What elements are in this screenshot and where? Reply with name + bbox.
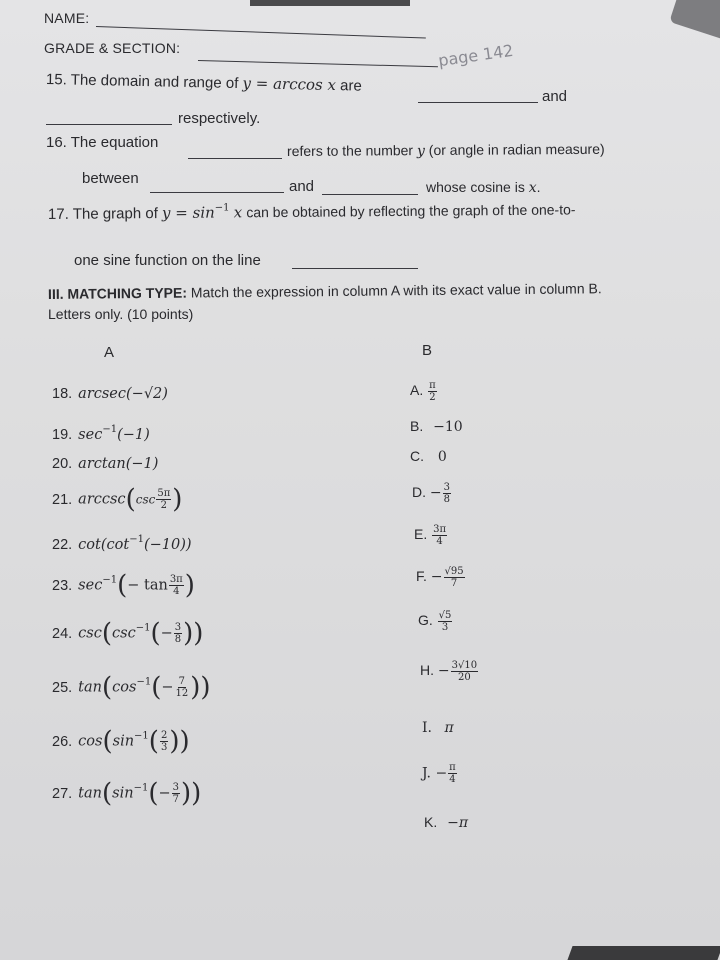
- item-27: 27. $\tan(\sin^{-1}(-$ $\frac{3}{7}$ )): [52, 778, 202, 809]
- item-21: 21. arccsc(csc $\frac{5\pi}{2}$ ): [52, 484, 183, 515]
- q15-respectively: respectively.: [178, 110, 261, 127]
- choice-i-value: π: [444, 720, 454, 736]
- item-27-num: 3: [172, 782, 179, 793]
- q17-expr-left: y = sin: [161, 203, 215, 223]
- item-19-arg: (−1): [117, 427, 150, 443]
- q17-text2: can be obtained by reflecting the graph of the one-to-: [246, 201, 576, 221]
- choice-e-letter: E.: [414, 526, 428, 543]
- item-26-inner: sin: [112, 733, 135, 750]
- choice-g-letter: G.: [418, 612, 433, 629]
- q16-var-x: x: [528, 180, 537, 196]
- q16-text3: (or angle in radian measure): [428, 140, 605, 159]
- item-22-fn: cot: [78, 537, 101, 553]
- q16-line1-rest: [287, 141, 605, 160]
- item-23-den: 4: [173, 586, 180, 597]
- item-20-number: 20.: [52, 456, 73, 472]
- item-26-fn: cos: [78, 733, 103, 750]
- q15-expression: y = arccos x: [242, 74, 337, 95]
- item-23: 23. $\sec^{-1}(- \tan$ $\frac{3\pi}{4}$ ): [52, 570, 195, 601]
- handwritten-page-number: page 142: [437, 40, 515, 71]
- question-17-line1: [48, 199, 576, 223]
- item-27-number: 27.: [52, 785, 73, 802]
- item-22-arg: (−10)): [143, 537, 192, 553]
- item-24-inner: csc: [112, 625, 136, 642]
- item-25-fn: tan: [78, 679, 102, 696]
- q17-number: 17.: [47, 205, 69, 223]
- item-24-den: 8: [174, 634, 182, 645]
- choice-j-sign: −: [435, 765, 448, 782]
- choice-k-letter: K.: [424, 814, 438, 830]
- choice-c-letter: C.: [410, 448, 424, 464]
- item-23-number: 23.: [52, 577, 73, 594]
- item-24-fn: csc: [78, 625, 102, 642]
- q16-blank-lower[interactable]: [150, 192, 284, 193]
- name-label: NAME:: [44, 10, 90, 26]
- item-19-fn: sec: [78, 427, 103, 443]
- name-blank[interactable]: [96, 26, 426, 39]
- choice-a-num: π: [429, 380, 436, 391]
- choice-a: [410, 380, 438, 403]
- item-25-sign: −: [161, 679, 174, 696]
- choice-g: [418, 610, 453, 633]
- choice-i-letter: I.: [422, 720, 432, 736]
- choice-h: [420, 660, 479, 683]
- top-edge-shadow: [250, 0, 410, 6]
- item-27-den: 7: [172, 794, 179, 805]
- item-24: 24. $\csc(\csc^{-1}(-$ $\frac{3}{8}$ )): [52, 618, 204, 649]
- q15-and: and: [542, 88, 568, 105]
- choice-d: [412, 482, 452, 505]
- q16-text1: The equation: [70, 134, 159, 151]
- q15-text1: The domain and range of: [70, 71, 239, 93]
- item-27-inner: sin: [112, 785, 134, 802]
- item-27-sup: −1: [133, 782, 149, 794]
- choice-k-value: −π: [447, 815, 469, 831]
- matching-instructions: Match the expression in column A with its exact value in column B.: [190, 280, 602, 301]
- choice-b-value: −10: [433, 419, 463, 435]
- q16-text2: refers to the number: [286, 142, 414, 159]
- q15-number: 15.: [45, 71, 68, 89]
- choice-g-num: √5: [438, 610, 452, 621]
- item-22-inner: cot: [106, 537, 130, 553]
- item-26-number: 26.: [52, 733, 73, 750]
- q16-blank-upper[interactable]: [322, 194, 418, 195]
- question-16-line1: [46, 134, 158, 151]
- item-25-num: 7: [178, 676, 186, 687]
- question-15-line1: [46, 70, 362, 95]
- matching-title: III. MATCHING TYPE:: [47, 284, 188, 302]
- item-25-number: 25.: [52, 679, 73, 696]
- choice-h-sign: −: [437, 663, 450, 680]
- item-18: [52, 386, 168, 402]
- choice-h-den: 20: [457, 672, 471, 683]
- item-19: [52, 424, 150, 443]
- choice-k: [424, 814, 468, 831]
- column-b-header: B: [422, 342, 433, 359]
- item-19-number: 19.: [52, 427, 73, 443]
- item-21-num: 5π: [157, 488, 171, 499]
- choice-j-letter: J.: [422, 765, 431, 782]
- choice-j-num: π: [449, 762, 456, 773]
- choice-f: [416, 566, 466, 589]
- choice-c: [410, 448, 447, 465]
- column-a-header: A: [104, 344, 115, 361]
- item-27-fn: tan: [78, 785, 102, 802]
- item-18-number: 18.: [52, 386, 73, 402]
- q16-number: 16.: [46, 134, 67, 151]
- choice-d-letter: D.: [412, 484, 426, 501]
- choice-h-letter: H.: [420, 662, 434, 679]
- item-25-den: 12: [175, 688, 189, 699]
- item-21-inner: csc: [135, 492, 156, 507]
- q16-line2-rest: [426, 179, 541, 196]
- q16-between: between: [82, 170, 139, 187]
- choice-j-den: 4: [449, 774, 456, 785]
- choice-d-sign: −: [429, 485, 442, 502]
- q16-blank-equation[interactable]: [188, 158, 282, 159]
- choice-b: [410, 418, 463, 435]
- q15-text2: are: [339, 77, 362, 95]
- choice-f-letter: F.: [416, 568, 427, 585]
- item-22: 22. $\cot(\cot^{-1}(-10))$: [52, 534, 192, 553]
- choice-f-den: 7: [450, 578, 458, 589]
- q16-period: .: [536, 179, 541, 195]
- q16-var-y: y: [416, 143, 425, 160]
- item-22-sup: −1: [129, 534, 144, 545]
- item-25-inner: cos: [112, 679, 137, 696]
- item-25-sup: −1: [136, 676, 152, 688]
- q15-blank-domain[interactable]: [418, 102, 538, 103]
- item-23-inner: − tan: [127, 577, 168, 594]
- item-26-den: 3: [160, 742, 168, 753]
- choice-f-sign: −: [430, 569, 443, 586]
- item-19-sup: −1: [102, 424, 118, 435]
- item-26-sup: −1: [134, 730, 149, 742]
- q17-line2: one sine function on the line: [74, 252, 261, 269]
- choice-c-value: 0: [437, 449, 447, 465]
- q15-blank-range[interactable]: [46, 124, 172, 125]
- choice-j: [422, 762, 458, 785]
- choice-a-den: 2: [429, 392, 436, 403]
- item-24-num: 3: [174, 622, 182, 633]
- bottom-edge-shadow: [567, 946, 720, 960]
- item-24-sup: −1: [135, 622, 151, 634]
- item-22-number: 22.: [52, 537, 73, 553]
- item-24-number: 24.: [52, 625, 73, 642]
- item-24-sign: −: [160, 625, 173, 642]
- item-21-den: 2: [160, 500, 167, 511]
- q17-blank-line[interactable]: [292, 268, 418, 269]
- item-18-fn: arcsec: [78, 386, 127, 402]
- section-blank[interactable]: [198, 60, 438, 67]
- choice-e: [414, 524, 448, 547]
- choice-f-num: √95: [444, 566, 464, 577]
- choice-e-num: 3π: [433, 524, 447, 535]
- item-23-num: 3π: [169, 574, 183, 585]
- item-21-fn: arccsc: [78, 491, 126, 508]
- matching-instructions-2: Letters only. (10 points): [48, 306, 194, 322]
- choice-g-den: 3: [441, 622, 449, 633]
- item-21-number: 21.: [52, 491, 73, 508]
- q17-text1: The graph of: [72, 205, 158, 223]
- q17-expr-sup: −1: [214, 202, 230, 214]
- matching-heading: [48, 280, 602, 302]
- choice-d-den: 8: [443, 494, 450, 505]
- item-23-fn: sec: [78, 577, 103, 594]
- choice-b-letter: B.: [410, 418, 424, 434]
- item-20: [52, 456, 158, 472]
- corner-stamp: [669, 0, 720, 40]
- item-20-fn: arctan: [78, 456, 126, 472]
- item-26: 26. $\cos(\sin^{-1}$( $\frac{2}{3}$ )): [52, 726, 190, 757]
- item-18-arg: (−√2): [126, 386, 168, 402]
- item-20-arg: (−1): [125, 456, 159, 472]
- choice-h-num: 3√10: [451, 660, 478, 671]
- q17-expr-var: x: [233, 203, 243, 222]
- q16-and: and: [289, 178, 315, 195]
- choice-e-den: 4: [436, 536, 443, 547]
- q16-text4: whose cosine is: [426, 179, 525, 195]
- choice-i: [422, 720, 454, 736]
- item-25: 25. $\tan(\cos^{-1}(-$ $\frac{7}{12}$ )): [52, 672, 211, 703]
- item-27-sign: −: [158, 785, 171, 802]
- item-23-sup: −1: [102, 574, 118, 586]
- choice-d-num: 3: [443, 482, 450, 493]
- section-label: GRADE & SECTION:: [44, 40, 181, 56]
- item-26-num: 2: [160, 730, 168, 741]
- choice-a-letter: A.: [410, 382, 424, 399]
